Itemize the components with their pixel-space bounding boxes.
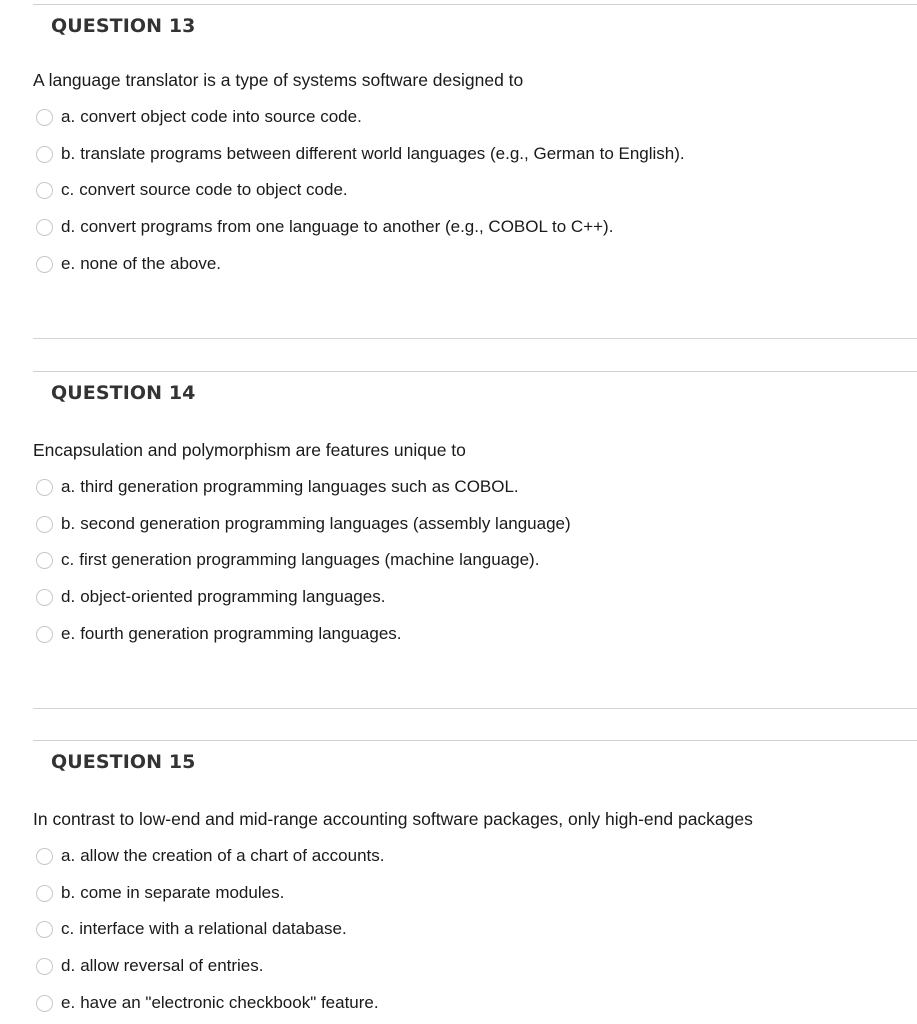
radio-button[interactable] xyxy=(36,479,53,496)
question-title: QUESTION 14 xyxy=(51,382,196,404)
option-letter: a. xyxy=(61,846,76,865)
option-b[interactable] xyxy=(36,512,571,536)
option-e[interactable] xyxy=(36,252,221,276)
radio-button[interactable] xyxy=(36,516,53,533)
option-letter: e. xyxy=(61,254,76,273)
option-letter: c. xyxy=(61,180,75,199)
option-letter: a. xyxy=(61,477,76,496)
option-a[interactable] xyxy=(36,105,362,129)
option-letter: e. xyxy=(61,624,76,643)
option-letter: c. xyxy=(61,550,75,569)
option-letter: d. xyxy=(61,217,76,236)
option-text: object-oriented programming languages. xyxy=(80,587,386,606)
option-text: first generation programming languages (machine language). xyxy=(79,550,540,569)
radio-button[interactable] xyxy=(36,552,53,569)
option-text: third generation programming languages such as COBOL. xyxy=(80,477,519,496)
option-d[interactable] xyxy=(36,954,264,978)
option-text: fourth generation programming languages. xyxy=(80,624,402,643)
option-text: have an "electronic checkbook" feature. xyxy=(80,993,379,1012)
option-text: none of the above. xyxy=(80,254,222,273)
question-text: In contrast to low-end and mid-range accounting software packages, only high-end packages xyxy=(33,809,753,829)
question-divider xyxy=(33,740,917,741)
option-text: allow the creation of a chart of accounts. xyxy=(80,846,385,865)
option-letter: c. xyxy=(61,919,75,938)
option-d[interactable] xyxy=(36,215,613,239)
radio-button[interactable] xyxy=(36,626,53,643)
question-title: QUESTION 15 xyxy=(51,751,196,773)
radio-button[interactable] xyxy=(36,146,53,163)
option-letter: d. xyxy=(61,956,76,975)
question-divider xyxy=(33,371,917,372)
option-letter: b. xyxy=(61,883,76,902)
option-text: convert object code into source code. xyxy=(80,107,362,126)
option-e[interactable] xyxy=(36,622,402,646)
option-text: interface with a relational database. xyxy=(79,919,347,938)
radio-button[interactable] xyxy=(36,256,53,273)
radio-button[interactable] xyxy=(36,958,53,975)
question-bottom-divider xyxy=(33,708,917,709)
option-letter: d. xyxy=(61,587,76,606)
radio-button[interactable] xyxy=(36,885,53,902)
question-divider xyxy=(33,4,917,5)
radio-button[interactable] xyxy=(36,921,53,938)
option-text: convert source code to object code. xyxy=(79,180,348,199)
option-e[interactable] xyxy=(36,991,379,1015)
question-bottom-divider xyxy=(33,338,917,339)
option-letter: b. xyxy=(61,144,76,163)
option-letter: b. xyxy=(61,514,76,533)
option-c[interactable] xyxy=(36,917,347,941)
question-text: A language translator is a type of systems software designed to xyxy=(33,70,524,90)
radio-button[interactable] xyxy=(36,182,53,199)
radio-button[interactable] xyxy=(36,109,53,126)
option-c[interactable] xyxy=(36,178,348,202)
option-d[interactable] xyxy=(36,585,385,609)
option-text: come in separate modules. xyxy=(80,883,285,902)
option-letter: a. xyxy=(61,107,76,126)
option-letter: e. xyxy=(61,993,76,1012)
option-text: convert programs from one language to another (e.g., COBOL to C++). xyxy=(80,217,614,236)
option-b[interactable] xyxy=(36,881,284,905)
radio-button[interactable] xyxy=(36,848,53,865)
option-a[interactable] xyxy=(36,844,384,868)
option-text: translate programs between different world languages (e.g., German to English). xyxy=(80,144,685,163)
question-title: QUESTION 13 xyxy=(51,15,196,37)
option-b[interactable] xyxy=(36,142,685,166)
radio-button[interactable] xyxy=(36,589,53,606)
option-text: second generation programming languages (assembly language) xyxy=(80,514,571,533)
question-text: Encapsulation and polymorphism are features unique to xyxy=(33,440,466,460)
radio-button[interactable] xyxy=(36,219,53,236)
option-text: allow reversal of entries. xyxy=(80,956,264,975)
option-c[interactable] xyxy=(36,548,539,572)
option-a[interactable] xyxy=(36,475,519,499)
radio-button[interactable] xyxy=(36,995,53,1012)
